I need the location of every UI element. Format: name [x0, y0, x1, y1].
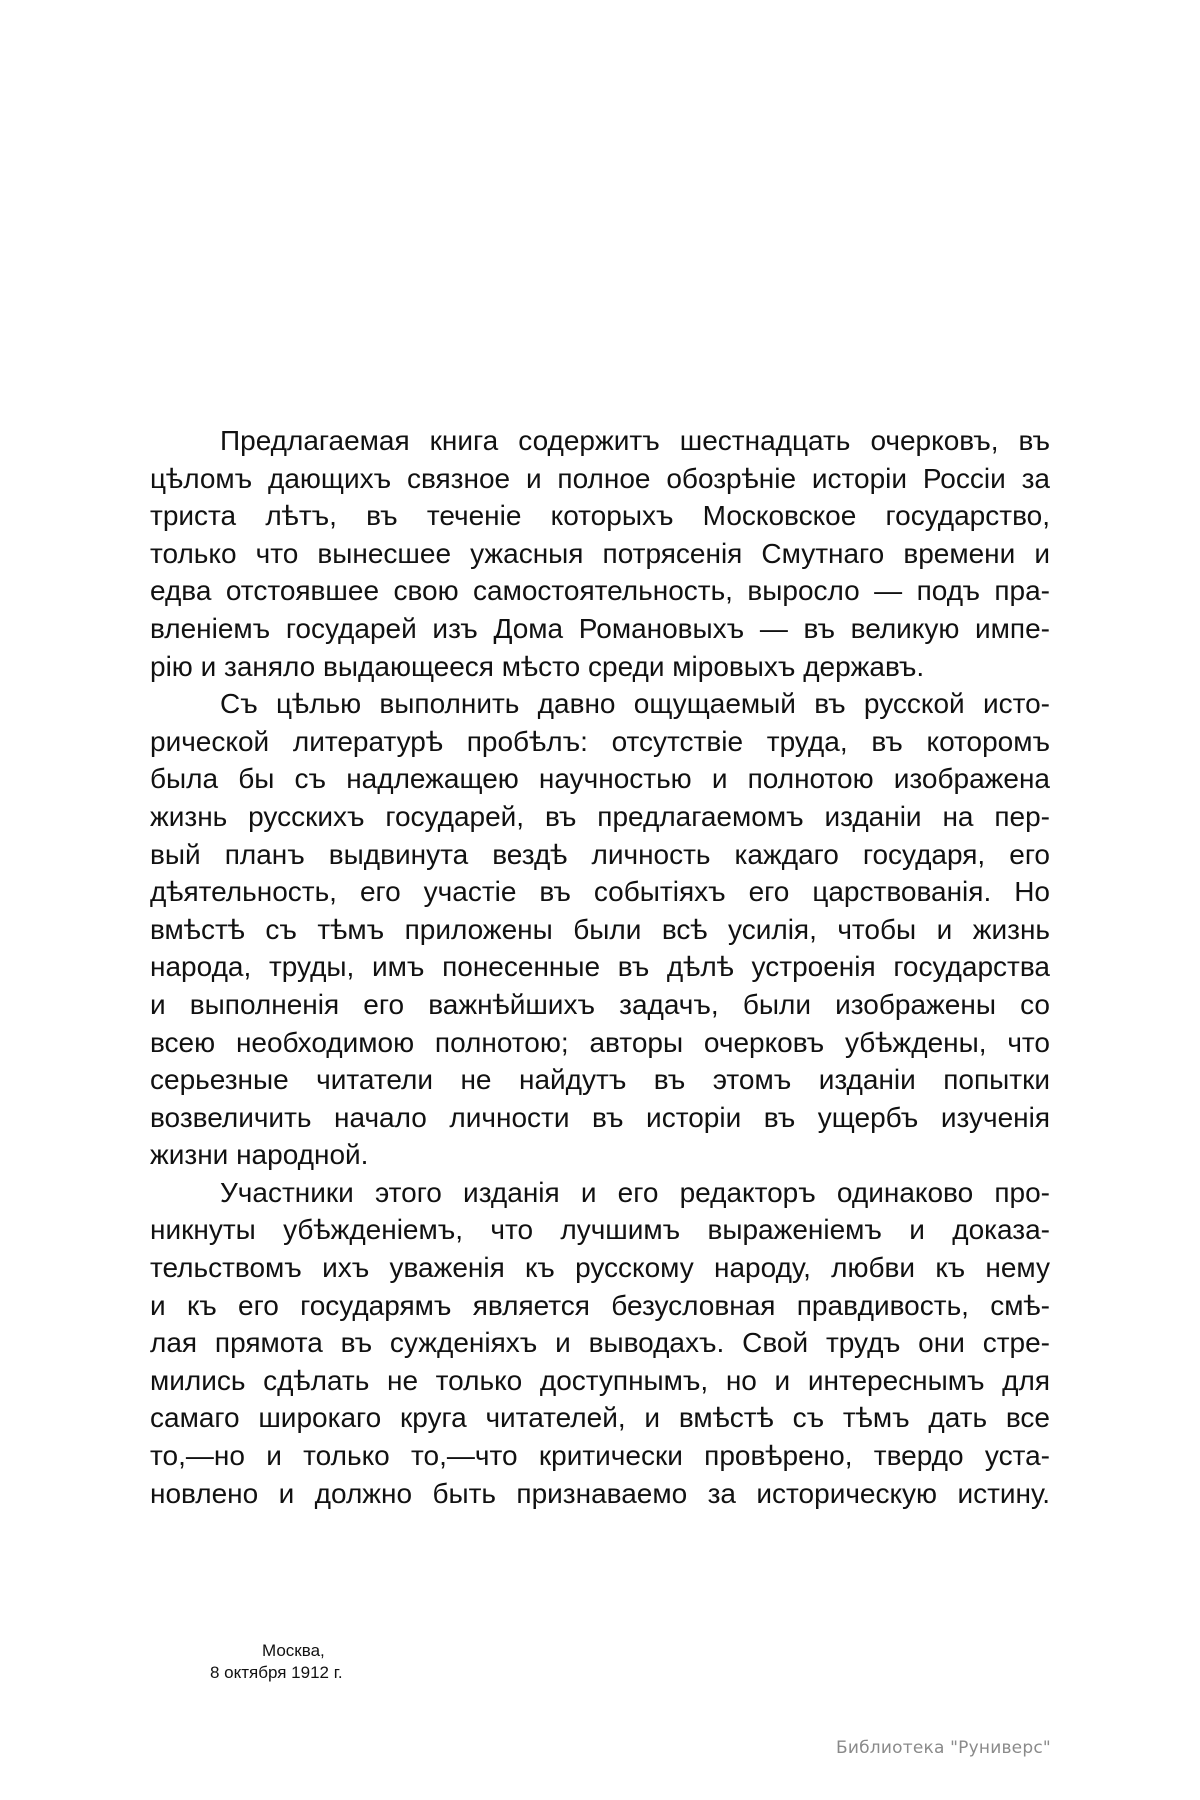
text-line: тельствомъ ихъ уваженія къ русскому народу, любви къ нему	[150, 1252, 1050, 1284]
text-line: триста лѣтъ, въ теченіе которыхъ Московское государство,	[150, 500, 1050, 532]
text-line: народа, труды, имъ понесенные въ дѣлѣ устроенія государства	[150, 951, 1050, 983]
text-line: то,—но и только то,—что критически провѣрено, твердо уста-	[150, 1440, 1050, 1472]
text-line: вленіемъ государей изъ Дома Романовыхъ — въ великую импе-	[150, 612, 1050, 644]
library-watermark: Библиотека "Руниверс"	[836, 1738, 1051, 1758]
text-line: Съ цѣлью выполнить давно ощущаемый въ русской исто-	[220, 688, 1050, 720]
text-line: была бы съ надлежащею научностью и полнотою изображена	[150, 763, 1050, 795]
text-line: рію и заняло выдающееся мѣсто среди міровыхъ державъ.	[150, 650, 925, 682]
preface-text	[150, 422, 1050, 1512]
text-line: вый планъ выдвинута вездѣ личность каждаго государя, его	[150, 838, 1050, 870]
text-line: Предлагаемая книга содержитъ шестнадцать очерковъ, въ	[220, 425, 1050, 456]
text-line: самаго широкаго круга читателей, и вмѣстѣ съ тѣмъ дать все	[150, 1402, 1050, 1434]
text-line: и къ его государямъ является безусловная правдивость, смѣ-	[150, 1289, 1050, 1321]
text-line: и выполненія его важнѣйшихъ задачъ, были изображены со	[150, 988, 1050, 1020]
text-line: жизни народной.	[150, 1139, 369, 1171]
signoff-place: Москва,	[262, 1641, 325, 1660]
text-line: возвеличить начало личности въ исторіи въ ущербъ изученія	[150, 1101, 1050, 1133]
text-line: дѣятельность, его участіе въ событіяхъ его царствованія. Но	[150, 876, 1050, 908]
text-line: только что вынесшее ужасныя потрясенія Смутнаго времени и	[150, 537, 1050, 569]
text-line: жизнь русскихъ государей, въ предлагаемомъ изданіи на пер-	[150, 800, 1050, 832]
text-line: мились сдѣлать не только доступнымъ, но и интереснымъ для	[150, 1364, 1050, 1396]
text-line: рической литературѣ пробѣлъ: отсутствіе труда, въ которомъ	[150, 725, 1050, 757]
text-line: едва отстоявшее свою самостоятельность, выросло — подъ пра-	[150, 575, 1050, 607]
text-line: вмѣстѣ съ тѣмъ приложены были всѣ усилія, чтобы и жизнь	[150, 913, 1050, 945]
signoff-date: 8 октября 1912 г.	[210, 1663, 343, 1682]
text-line: цѣломъ дающихъ связное и полное обозрѣніе исторіи Россіи за	[150, 462, 1050, 494]
text-line: никнуты убѣжденіемъ, что лучшимъ выраженіемъ и доказа-	[150, 1214, 1050, 1246]
text-line: новлено и должно быть признаваемо за историческую истину.	[150, 1477, 1050, 1509]
text-line: всею необходимою полнотою; авторы очерковъ убѣждены, что	[150, 1026, 1050, 1058]
signoff	[210, 1640, 410, 1684]
text-line: лая прямота въ сужденіяхъ и выводахъ. Свой трудъ они стре-	[150, 1327, 1050, 1359]
text-line: Участники этого изданія и его редакторъ одинаково про-	[220, 1176, 1050, 1208]
text-line: серьезные читатели не найдутъ въ этомъ изданіи попытки	[150, 1064, 1050, 1096]
